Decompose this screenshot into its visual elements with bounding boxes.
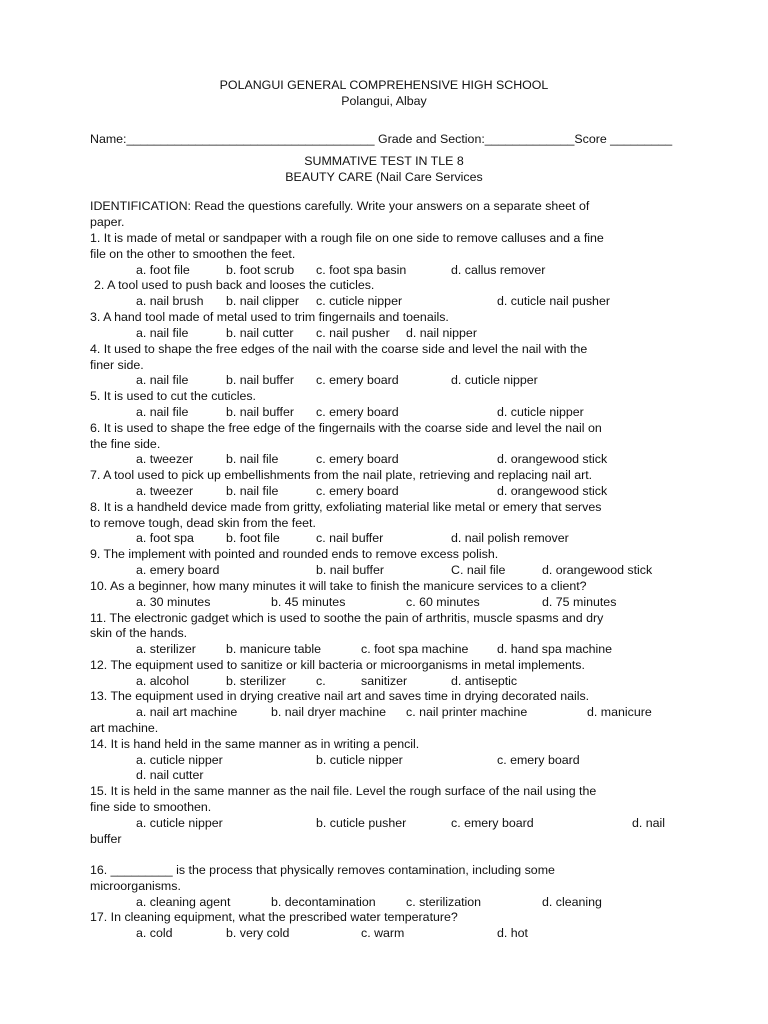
choice: d. hot xyxy=(497,926,529,940)
choice: b. 45 minutes xyxy=(271,595,346,609)
choice: c. emery board xyxy=(497,753,580,767)
choice: a. cleaning agent xyxy=(136,895,231,909)
question-14: 14. It is hand held in the same manner as in writing a pencil. xyxy=(90,737,420,751)
instructions-cont: paper. xyxy=(90,215,125,229)
question-15: 15. It is held in the same manner as the nail file. Level the rough surface of the nail using the xyxy=(90,784,597,798)
choice: a. cuticle nipper xyxy=(136,753,223,767)
choice: c. nail printer machine xyxy=(406,705,528,719)
question-5: 5. It is used to cut the cuticles. xyxy=(90,389,256,403)
choice: d. nail nipper xyxy=(406,326,477,340)
question-17: 17. In cleaning equipment, what the prescribed water temperature? xyxy=(90,910,458,924)
choice: b. very cold xyxy=(226,926,290,940)
choice: c. nail pusher xyxy=(316,326,390,340)
choice: a. 30 minutes xyxy=(136,595,211,609)
question-11-cont: skin of the hands. xyxy=(90,626,188,640)
choice: b. cuticle nipper xyxy=(316,753,403,767)
choice: a. sterilizer xyxy=(136,642,196,656)
choice: b. nail dryer machine xyxy=(271,705,387,719)
choice: b. foot file xyxy=(226,531,280,545)
choice: b. manicure table xyxy=(226,642,322,656)
choice: d. nail cutter xyxy=(136,768,204,782)
question-6-cont: the fine side. xyxy=(90,437,161,451)
question-8-cont: to remove tough, dead skin from the feet. xyxy=(90,516,316,530)
choice: d. orangewood stick xyxy=(497,452,608,466)
choice: c. nail buffer xyxy=(316,531,384,545)
choice: d. nail polish remover xyxy=(451,531,569,545)
student-info-line: Name:____________________________________ Grade and Section:_____________Score _________ xyxy=(90,132,673,146)
choice: c. foot spa basin xyxy=(316,263,407,277)
question-12: 12. The equipment used to sanitize or kill bacteria or microorganisms in metal implements. xyxy=(90,658,585,672)
choice: d. cleaning xyxy=(542,895,602,909)
choice: a. nail file xyxy=(136,405,189,419)
choice: d. orangewood stick xyxy=(497,484,608,498)
choice: d. cuticle nipper xyxy=(497,405,584,419)
choice: d. 75 minutes xyxy=(542,595,617,609)
choice: c. emery board xyxy=(316,405,399,419)
choice: b. nail buffer xyxy=(226,405,294,419)
question-10: 10. As a beginner, how many minutes it will take to finish the manicure services to a client? xyxy=(90,579,587,593)
choice: a. nail brush xyxy=(136,294,204,308)
choice: d. orangewood stick xyxy=(542,563,653,577)
choice: d. nail xyxy=(632,816,666,830)
choice: b. sterilizer xyxy=(226,674,286,688)
choice: c. foot spa machine xyxy=(361,642,469,656)
choice: a. nail art machine xyxy=(136,705,238,719)
choice: b. foot scrub xyxy=(226,263,295,277)
choice: b. nail file xyxy=(226,452,279,466)
choice: c. emery board xyxy=(451,816,534,830)
choice: C. nail file xyxy=(451,563,506,577)
question-8: 8. It is a handheld device made from gritty, exfoliating material like metal or emery that serves xyxy=(90,500,602,514)
choice: a. cold xyxy=(136,926,173,940)
question-7: 7. A tool used to pick up embellishments from the nail plate, retrieving and replacing nail art. xyxy=(90,468,593,482)
choice: d. manicure xyxy=(587,705,652,719)
choice: a. foot file xyxy=(136,263,190,277)
choice: b. nail file xyxy=(226,484,279,498)
choice: d. antiseptic xyxy=(451,674,518,688)
choice: c. xyxy=(316,674,326,688)
question-16-cont: microorganisms. xyxy=(90,879,181,893)
choice: c. sterilization xyxy=(406,895,482,909)
question-1: 1. It is made of metal or sandpaper with a rough file on one side to remove calluses and a fine xyxy=(90,231,604,245)
question-16: 16. _________ is the process that physically removes contamination, including some xyxy=(90,863,555,877)
choice: a. nail file xyxy=(136,326,189,340)
choice: c. emery board xyxy=(316,452,399,466)
choice: b. nail buffer xyxy=(316,563,384,577)
choice: c. emery board xyxy=(316,484,399,498)
choice: b. cuticle pusher xyxy=(316,816,407,830)
instructions: IDENTIFICATION: Read the questions carefully. Write your answers on a separate sheet of xyxy=(90,199,590,213)
choice: b. nail buffer xyxy=(226,373,294,387)
question-4-cont: finer side. xyxy=(90,358,144,372)
choice: sanitizer xyxy=(361,674,408,688)
question-4: 4. It used to shape the free edges of the nail with the coarse side and level the nail with the xyxy=(90,342,588,356)
choice: b. nail clipper xyxy=(226,294,300,308)
choice: c. cuticle nipper xyxy=(316,294,403,308)
choice: b. decontamination xyxy=(271,895,376,909)
choice: d. hand spa machine xyxy=(497,642,613,656)
question-15-cont: buffer xyxy=(90,832,122,846)
question-3: 3. A hand tool made of metal used to trim fingernails and toenails. xyxy=(90,310,449,324)
choice: a. tweezer xyxy=(136,484,194,498)
test-title: SUMMATIVE TEST IN TLE 8 xyxy=(304,154,464,168)
choice: a. tweezer xyxy=(136,452,194,466)
choice: b. nail cutter xyxy=(226,326,294,340)
choice: a. foot spa xyxy=(136,531,194,545)
choice: c. 60 minutes xyxy=(406,595,480,609)
question-13-cont: art machine. xyxy=(90,721,159,735)
choice: a. nail file xyxy=(136,373,189,387)
question-15-cont: fine side to smoothen. xyxy=(90,800,212,814)
school-name: POLANGUI GENERAL COMPREHENSIVE HIGH SCHOOL xyxy=(219,78,549,92)
choice: d. callus remover xyxy=(451,263,546,277)
test-subject: BEAUTY CARE (Nail Care Services xyxy=(285,170,483,184)
choice: a. cuticle nipper xyxy=(136,816,223,830)
choice: d. cuticle nail pusher xyxy=(497,294,610,308)
choice: a. emery board xyxy=(136,563,220,577)
choice: d. cuticle nipper xyxy=(451,373,538,387)
question-11: 11. The electronic gadget which is used to soothe the pain of arthritis, muscle spasms and dry xyxy=(90,611,604,625)
question-1-cont: file on the other to smoothen the feet. xyxy=(90,247,296,261)
question-13: 13. The equipment used in drying creative nail art and saves time in drying decorated nails. xyxy=(90,689,590,703)
school-location: Polangui, Albay xyxy=(341,94,427,108)
choice: c. warm xyxy=(361,926,405,940)
question-6: 6. It is used to shape the free edge of the fingernails with the coarse side and level the nail on xyxy=(90,421,602,435)
choice: a. alcohol xyxy=(136,674,190,688)
question-9: 9. The implement with pointed and rounded ends to remove excess polish. xyxy=(90,547,499,561)
choice: c. emery board xyxy=(316,373,399,387)
question-2: 2. A tool used to push back and looses the cuticles. xyxy=(94,278,375,292)
